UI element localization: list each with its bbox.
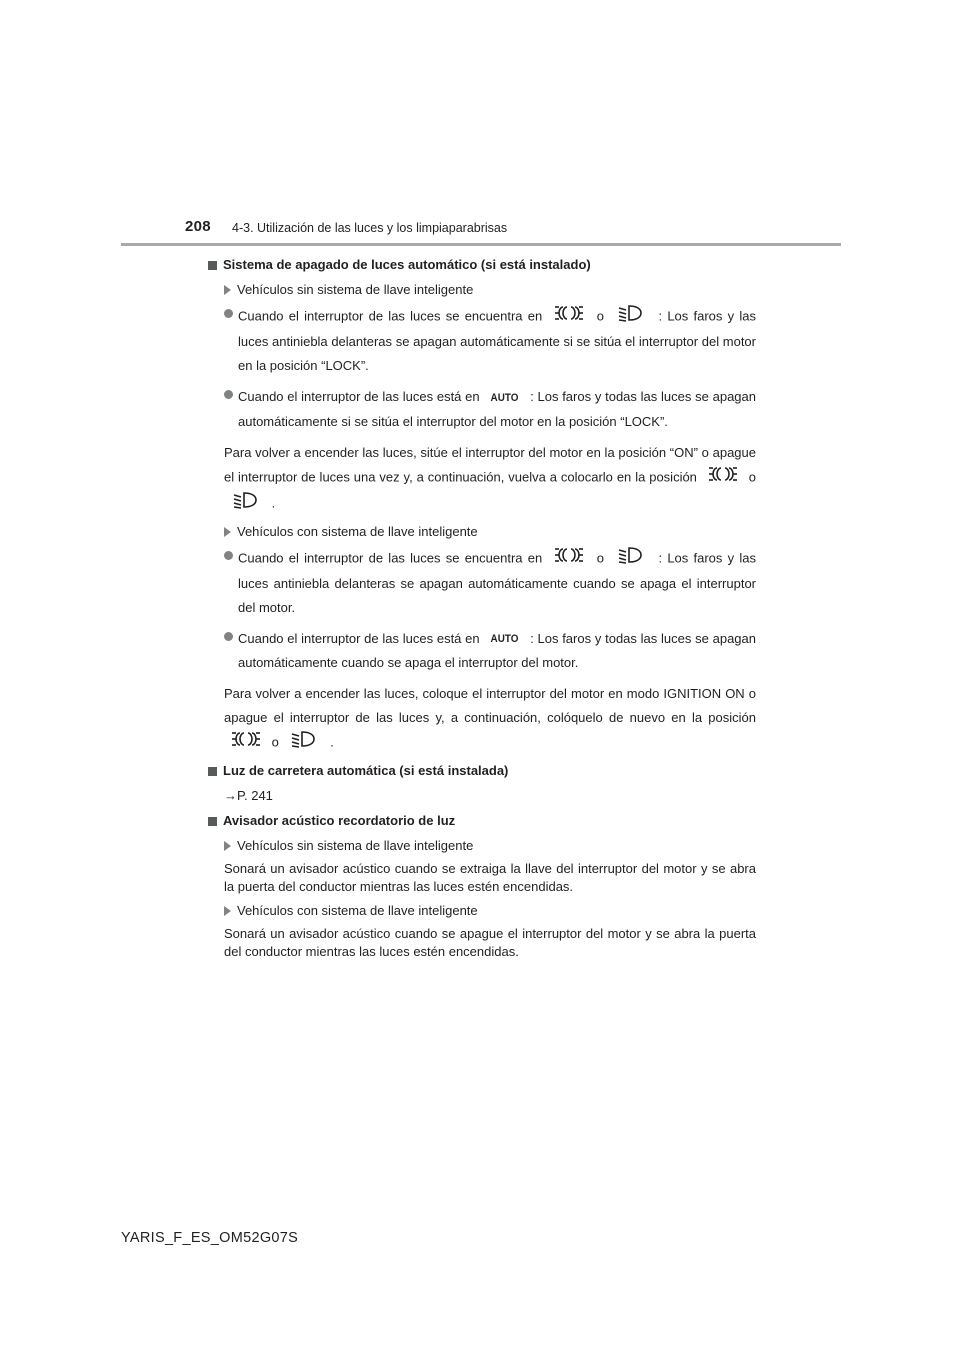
bullet-text: Cuando el interruptor de las luces está en [238, 389, 480, 404]
subheading-text: Vehículos sin sistema de llave inteligente [237, 282, 474, 297]
bullet-item [224, 627, 756, 676]
headlight-icon [290, 730, 318, 756]
heading-text: Avisador acústico recordatorio de luz [223, 813, 456, 829]
headlight-icon [232, 491, 260, 517]
subheading-no-smart-key [224, 837, 756, 855]
page-number: 208 [185, 218, 211, 235]
bullet-text: : Los faros y las luces antiniebla delanteras se apagan automáticamente si se sitúa el interruptor del motor en la posición “LOCK”. [238, 308, 756, 373]
paragraph [224, 441, 756, 517]
square-bullet-icon [208, 261, 217, 270]
or-text: o [596, 308, 604, 324]
document-code: YARIS_F_ES_OM52G07S [121, 1230, 299, 1246]
subheading-smart-key [224, 902, 756, 920]
header-rule [121, 243, 841, 246]
section-title: 4-3. Utilización de las luces y los limpiaparabrisas [232, 221, 508, 235]
paragraph: Sonará un avisador acústico cuando se apague el interruptor del motor y se abra la puerta del conductor mientras las luces estén encendidas. [224, 926, 756, 960]
bullet-text: Cuando el interruptor de las luces se encuentra en [238, 550, 543, 565]
heading-text: Sistema de apagado de luces automático (si está instalado) [223, 257, 591, 272]
heading-auto-off [208, 256, 756, 274]
subheading-text: Vehículos con sistema de llave inteligente [237, 903, 478, 919]
subheading-text: Vehículos con sistema de llave inteligente [237, 523, 478, 539]
auto-icon: AUTO [490, 391, 519, 404]
bullet-item [224, 546, 756, 620]
square-bullet-icon [208, 767, 217, 776]
auto-icon: AUTO [490, 633, 519, 646]
subheading-no-smart-key [224, 281, 756, 299]
page-content [208, 256, 756, 967]
triangle-bullet-icon [224, 285, 231, 295]
period-text: . [271, 495, 276, 510]
bullet-text: : Los faros y todas las luces se apagan automáticamente si se sitúa el interruptor del motor en la posición “LOCK”. [238, 389, 756, 429]
heading-light-reminder [208, 812, 756, 830]
circle-bullet-icon [224, 551, 233, 560]
tail-lights-icon [709, 465, 737, 491]
bullet-text: Cuando el interruptor de las luces está en [238, 630, 480, 646]
triangle-bullet-icon [224, 527, 231, 537]
headlight-icon [617, 546, 645, 572]
heading-text: Luz de carretera automática (si está instalada) [223, 763, 509, 779]
tail-lights-icon [232, 730, 260, 756]
triangle-bullet-icon [224, 906, 231, 916]
tail-lights-icon [555, 304, 583, 330]
paragraph [224, 682, 756, 756]
bullet-text: Cuando el interruptor de las luces se encuentra en [238, 308, 543, 324]
paragraph: Sonará un avisador acústico cuando se extraiga la llave del interruptor del motor y se abra la puerta del conductor mientras las luces estén encendidas. [224, 861, 756, 895]
bullet-text: : Los faros y las luces antiniebla delanteras se apagan automáticamente cuando se apaga el interruptor del motor. [238, 550, 756, 615]
bullet-item [224, 304, 756, 378]
or-text: o [748, 469, 756, 484]
paragraph-text: Para volver a encender las luces, sitúe el interruptor del motor en la posición “ON” o apague el interruptor de luces una vez y, a continuación, vuelva a colocarlo en la posición [224, 444, 756, 484]
headlight-icon [617, 304, 645, 330]
circle-bullet-icon [224, 390, 233, 399]
subheading-text: Vehículos sin sistema de llave inteligente [237, 838, 474, 854]
paragraph-text: Para volver a encender las luces, coloque el interruptor del motor en modo IGNITION ON o apague el interruptor de las luces y, a continuación, colóquelo de nuevo en la posición [224, 686, 756, 726]
circle-bullet-icon [224, 632, 233, 641]
period-text: . [330, 734, 334, 750]
bullet-item [224, 385, 756, 434]
or-text: o [271, 734, 279, 750]
triangle-bullet-icon [224, 841, 231, 851]
page-reference[interactable]: →P. 241 [224, 788, 273, 804]
subheading-smart-key [224, 523, 756, 541]
tail-lights-icon [555, 546, 583, 572]
square-bullet-icon [208, 817, 217, 826]
heading-auto-high-beam [208, 762, 756, 780]
circle-bullet-icon [224, 309, 233, 318]
or-text: o [596, 550, 604, 565]
bullet-text: : Los faros y todas las luces se apagan automáticamente cuando se apaga el interruptor del motor. [238, 630, 756, 671]
